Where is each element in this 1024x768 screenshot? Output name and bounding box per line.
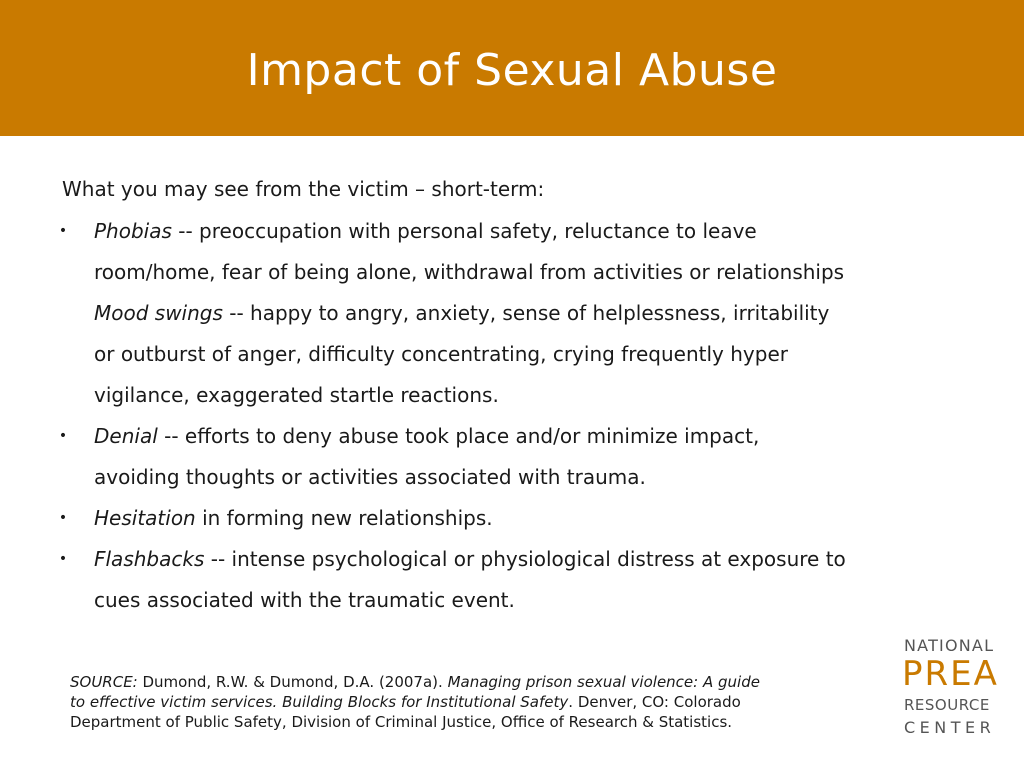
bullet-text: vigilance, exaggerated startle reactions.: [94, 383, 499, 407]
source-label: SOURCE:: [70, 673, 138, 691]
bullet-text: avoiding thoughts or activities associated with trauma.: [94, 465, 646, 489]
title-bar: [0, 0, 1024, 136]
source-title: to effective victim services. Building Blocks for Institutional Safety: [70, 693, 569, 711]
logo-line-national: NATIONAL: [904, 636, 995, 655]
list-item: [94, 547, 846, 571]
source-line: [70, 672, 890, 692]
source-authors: Dumond, R.W. & Dumond, D.A. (2007a).: [137, 673, 448, 691]
bullet-text: cues associated with the traumatic event.: [94, 588, 515, 612]
list-item: [94, 506, 493, 530]
logo-line-prea: PREA: [902, 654, 999, 694]
bullet-text: -- preoccupation with personal safety, reluctance to leave: [171, 219, 757, 243]
bullet-term: Hesitation: [94, 506, 196, 530]
bullet-term: Phobias: [94, 219, 172, 243]
bullet-text: in forming new relationships.: [195, 506, 493, 530]
logo-line-center: CENTER: [904, 718, 996, 737]
bullet-term: Mood swings: [94, 301, 223, 325]
source-line: [70, 692, 890, 712]
source-citation: [70, 672, 890, 732]
list-item: [94, 219, 757, 243]
source-line: Department of Public Safety, Division of Criminal Justice, Office of Research & Statistics.: [70, 713, 733, 731]
prea-logo: [900, 636, 1004, 740]
logo-line-resource: RESOURCE: [904, 696, 990, 714]
slide-title: Impact of Sexual Abuse: [246, 44, 778, 96]
bullet-text: room/home, fear of being alone, withdrawal from activities or relationships: [94, 260, 845, 284]
bullet-icon: •: [58, 428, 68, 444]
list-item: [94, 301, 829, 325]
source-title: Managing prison sexual violence: A guide: [447, 673, 760, 691]
intro-text: What you may see from the victim – short-term:: [62, 177, 545, 201]
bullet-icon: •: [58, 223, 68, 239]
bullet-term: Denial: [94, 424, 158, 448]
bullet-term: Flashbacks: [94, 547, 205, 571]
bullet-text: or outburst of anger, difficulty concentrating, crying frequently hyper: [94, 342, 788, 366]
bullet-icon: •: [58, 510, 68, 526]
bullet-text: -- happy to angry, anxiety, sense of helplessness, irritability: [222, 301, 830, 325]
bullet-text: -- intense psychological or physiological distress at exposure to: [204, 547, 846, 571]
bullet-icon: •: [58, 551, 68, 567]
source-publisher: . Denver, CO: Colorado: [568, 693, 741, 711]
list-item: [94, 424, 759, 448]
bullet-text: -- efforts to deny abuse took place and/or minimize impact,: [157, 424, 760, 448]
